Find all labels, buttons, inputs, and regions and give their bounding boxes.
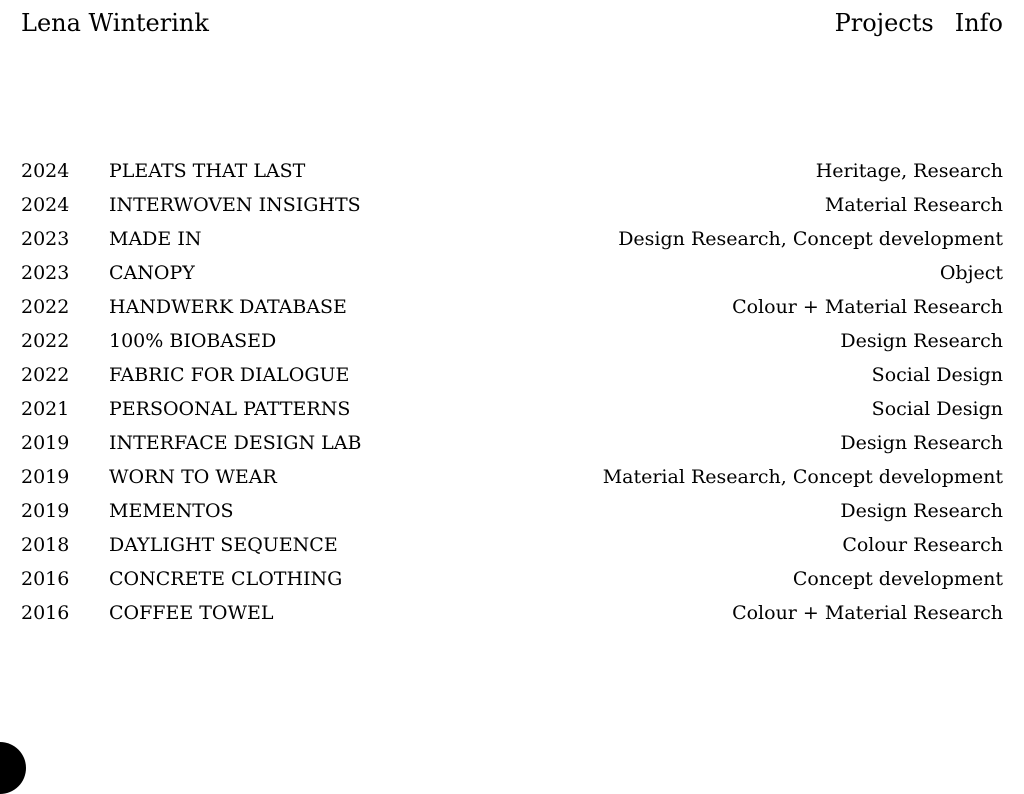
project-title: 100% BIOBASED bbox=[109, 330, 277, 352]
project-row[interactable] bbox=[21, 562, 1003, 596]
project-list bbox=[21, 154, 1003, 630]
project-title: INTERFACE DESIGN LAB bbox=[109, 432, 362, 454]
project-year: 2021 bbox=[21, 398, 70, 420]
project-row[interactable] bbox=[21, 392, 1003, 426]
project-year: 2024 bbox=[21, 194, 70, 216]
project-year: 2022 bbox=[21, 364, 70, 386]
project-year: 2018 bbox=[21, 534, 70, 556]
nav-projects-link[interactable]: Projects bbox=[834, 9, 934, 37]
project-year: 2024 bbox=[21, 160, 70, 182]
project-year: 2023 bbox=[21, 228, 70, 250]
project-year: 2019 bbox=[21, 466, 70, 488]
site-title-link[interactable]: Lena Winterink bbox=[21, 9, 209, 37]
project-year: 2019 bbox=[21, 500, 70, 522]
project-tags: Design Research bbox=[840, 432, 1003, 454]
project-tags: Design Research, Concept development bbox=[618, 228, 1003, 250]
nav-info-link[interactable]: Info bbox=[954, 9, 1003, 37]
site-header bbox=[21, 8, 1003, 38]
project-row[interactable] bbox=[21, 222, 1003, 256]
project-title: COFFEE TOWEL bbox=[109, 602, 274, 624]
project-year: 2022 bbox=[21, 296, 70, 318]
project-tags: Social Design bbox=[871, 398, 1003, 420]
project-row[interactable] bbox=[21, 324, 1003, 358]
project-year: 2016 bbox=[21, 602, 70, 624]
project-title: FABRIC FOR DIALOGUE bbox=[109, 364, 350, 386]
project-tags: Design Research bbox=[840, 500, 1003, 522]
project-tags: Colour Research bbox=[842, 534, 1003, 556]
project-tags: Colour + Material Research bbox=[732, 602, 1003, 624]
project-row[interactable] bbox=[21, 460, 1003, 494]
project-title: HANDWERK DATABASE bbox=[109, 296, 347, 318]
project-row[interactable] bbox=[21, 596, 1003, 630]
project-tags: Object bbox=[939, 262, 1003, 284]
project-row[interactable] bbox=[21, 528, 1003, 562]
project-title: PLEATS THAT LAST bbox=[109, 160, 306, 182]
project-row[interactable] bbox=[21, 256, 1003, 290]
circle-icon[interactable] bbox=[0, 742, 26, 794]
main-nav bbox=[835, 9, 1003, 37]
project-tags: Design Research bbox=[840, 330, 1003, 352]
project-row[interactable] bbox=[21, 290, 1003, 324]
project-row[interactable] bbox=[21, 358, 1003, 392]
project-year: 2016 bbox=[21, 568, 70, 590]
project-tags: Social Design bbox=[871, 364, 1003, 386]
project-row[interactable] bbox=[21, 188, 1003, 222]
project-tags: Colour + Material Research bbox=[732, 296, 1003, 318]
project-year: 2023 bbox=[21, 262, 70, 284]
project-row[interactable] bbox=[21, 426, 1003, 460]
project-year: 2022 bbox=[21, 330, 70, 352]
project-title: DAYLIGHT SEQUENCE bbox=[109, 534, 338, 556]
project-tags: Material Research bbox=[824, 194, 1003, 216]
project-row[interactable] bbox=[21, 494, 1003, 528]
project-title: PERSOONAL PATTERNS bbox=[109, 398, 351, 420]
project-title: MEMENTOS bbox=[109, 500, 234, 522]
project-title: MADE IN bbox=[109, 228, 202, 250]
project-title: WORN TO WEAR bbox=[109, 466, 277, 488]
project-title: CANOPY bbox=[109, 262, 195, 284]
project-tags: Concept development bbox=[792, 568, 1003, 590]
project-year: 2019 bbox=[21, 432, 70, 454]
project-title: CONCRETE CLOTHING bbox=[109, 568, 343, 590]
project-row[interactable] bbox=[21, 154, 1003, 188]
project-tags: Heritage, Research bbox=[815, 160, 1003, 182]
project-tags: Material Research, Concept development bbox=[602, 466, 1003, 488]
project-title: INTERWOVEN INSIGHTS bbox=[109, 194, 361, 216]
